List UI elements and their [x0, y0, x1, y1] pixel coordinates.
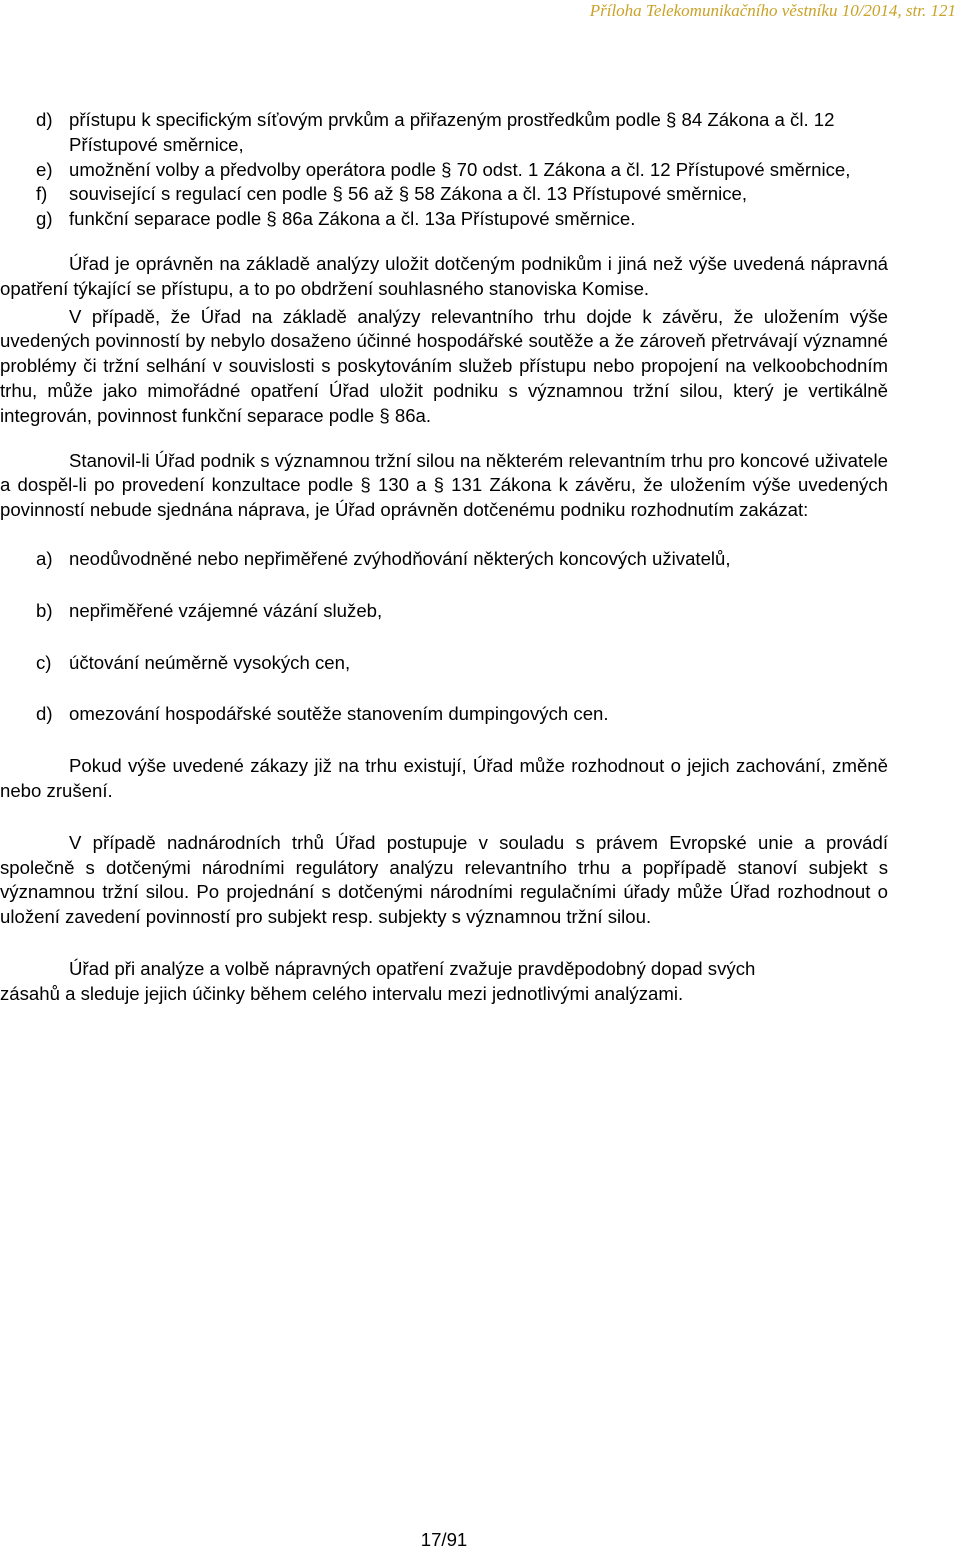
paragraph-remedies: Úřad je oprávněn na základě analýzy uložit dotčeným podnikům i jiná než výše uvedená nápravná opatření týkající se přístupu, a to po obdržení souhlasného stanoviska Komise. — [0, 252, 888, 299]
list-item-c — [0, 651, 888, 676]
list-label: c) — [36, 651, 52, 673]
page-number: 17/91 — [420, 1529, 468, 1550]
list-text: přístupu k specifickým síťovým prvkům a přiřazeným prostředkům podle § 84 Zákona a čl. 12 Přístupové směrnice, — [69, 109, 835, 155]
list-item-g — [0, 207, 888, 232]
paragraph-existing-bans: Pokud výše uvedené zákazy již na trhu existují, Úřad může rozhodnout o jejich zachování, změně nebo zrušení. — [0, 755, 888, 801]
list-label: d) — [36, 703, 53, 725]
list-label: d) — [36, 109, 53, 130]
list-text: související s regulací cen podle § 56 až § 58 Zákona a čl. 13 Přístupové směrnice, — [69, 183, 748, 205]
list-label: e) — [36, 158, 53, 180]
running-header: Příloha Telekomunikačního věstníku 10/2014, str. 121 — [589, 1, 956, 20]
list-item-f — [0, 182, 888, 207]
list-text: funkční separace podle § 86a Zákona a čl. 13a Přístupové směrnice. — [69, 208, 636, 230]
list-label: g) — [36, 208, 53, 230]
paragraph-functional-separation: V případě, že Úřad na základě analýzy relevantního trhu dojde k závěru, že uložením výše uvedených povinností by nebylo dosaženo účinné hospodářské soutěže a že zároveň přetrvávají významné problémy či tržní selhání v souvislosti s poskytováním služeb přístupu nebo propojení na velkoobchodním trhu, může jako mimořádné opatření Úřad uložit podniku s významnou tržní silou, který je vertikálně integrován, povinnost funkční separace podle § 86a. — [0, 305, 888, 426]
list-item-b — [0, 599, 888, 624]
list-text: účtování neúměrně vysokých cen, — [69, 651, 351, 673]
list-text: neodůvodněné nebo nepřiměřené zvýhodňování některých koncových uživatelů, — [69, 547, 731, 569]
list-text: omezování hospodářské soutěže stanovením dumpingových cen. — [69, 703, 609, 725]
list-item-a — [0, 547, 888, 572]
list-label: f) — [36, 183, 48, 205]
list-item-d2 — [0, 702, 888, 727]
list-label: a) — [36, 547, 53, 569]
list-item-d — [0, 108, 888, 158]
list-label: b) — [36, 599, 53, 621]
paragraph-retail-markets: Stanovil-li Úřad podnik s významnou tržní silou na některém relevantním trhu pro koncové uživatele a dospěl-li po provedení konzultace podle § 130 a § 131 Zákona k závěru, že uložením výše uvedených povinností nebude sjednána náprava, je Úřad oprávněn dotčenému podniku rozhodnutím zakázat: — [0, 449, 888, 521]
paragraph-impact-assessment: Úřad při analýze a volbě nápravných opatření zvažuje pravděpodobný dopad svých zásahů a sleduje jejich účinky během celého intervalu mezi jednotlivými analýzami. — [0, 957, 756, 1004]
document-body — [0, 108, 888, 1007]
list-text: umožnění volby a předvolby operátora podle § 70 odst. 1 Zákona a čl. 12 Přístupové směrnice, — [69, 158, 851, 180]
list-item-e — [0, 158, 888, 183]
paragraph-transnational-markets: V případě nadnárodních trhů Úřad postupuje v souladu s právem Evropské unie a provádí společně s dotčenými národními regulátory analýzu relevantního trhu a popřípadě stanoví subjekt s významnou tržní silou. Po projednání s dotčenými národními regulačními úřady může Úřad rozhodnout o uložení zavedení povinností pro subjekt resp. subjekty s významnou tržní silou. — [0, 831, 888, 928]
list-text: nepřiměřené vzájemné vázání služeb, — [69, 599, 383, 621]
